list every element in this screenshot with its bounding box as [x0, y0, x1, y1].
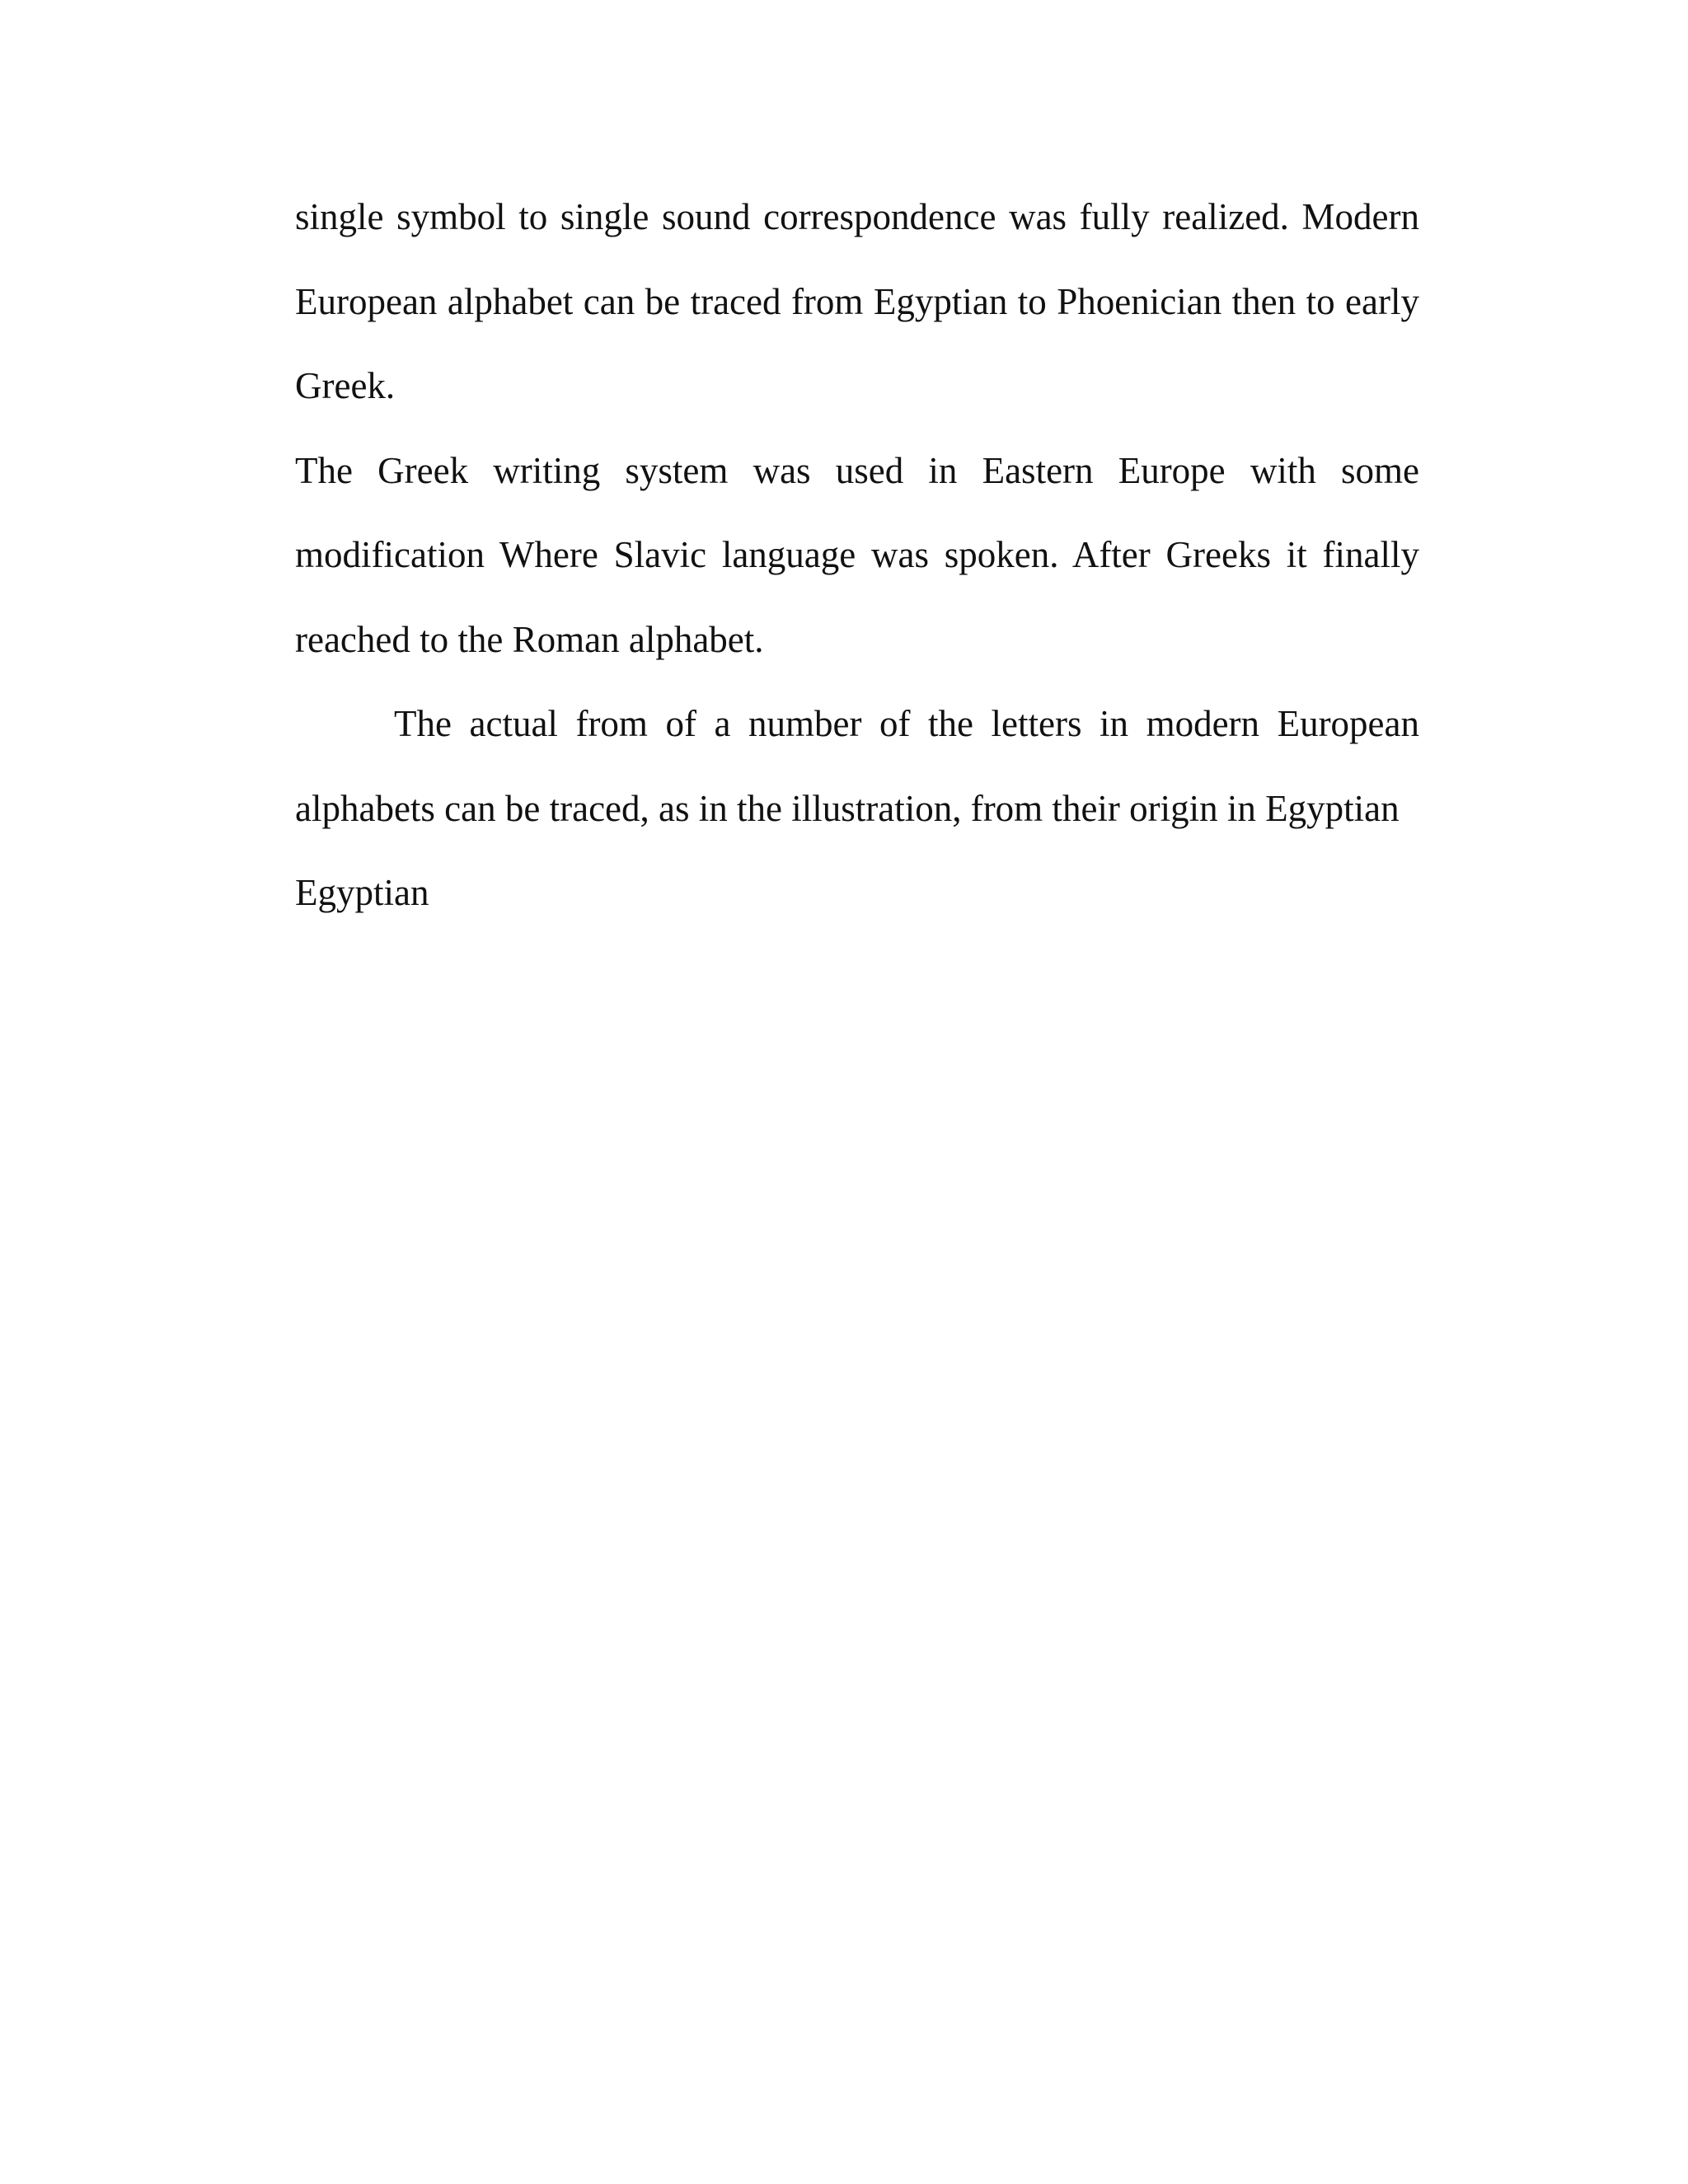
trailing-line: Egyptian	[295, 872, 429, 913]
paragraph-1: single symbol to single sound correspondence was fully realized. Modern European alphabet can be traced from Egyptian to Phoenician then to early Greek.	[295, 196, 1419, 406]
paragraph-2: The Greek writing system was used in Eastern Europe with some modification Where Slavic language was spoken. After Greeks it finally reached to the Roman alphabet.	[295, 449, 1419, 660]
document-body	[295, 175, 1419, 935]
paragraph-3: The actual from of a number of the letters in modern European alphabets can be traced, as in the illustration, from their origin in Egyptian	[295, 703, 1419, 829]
